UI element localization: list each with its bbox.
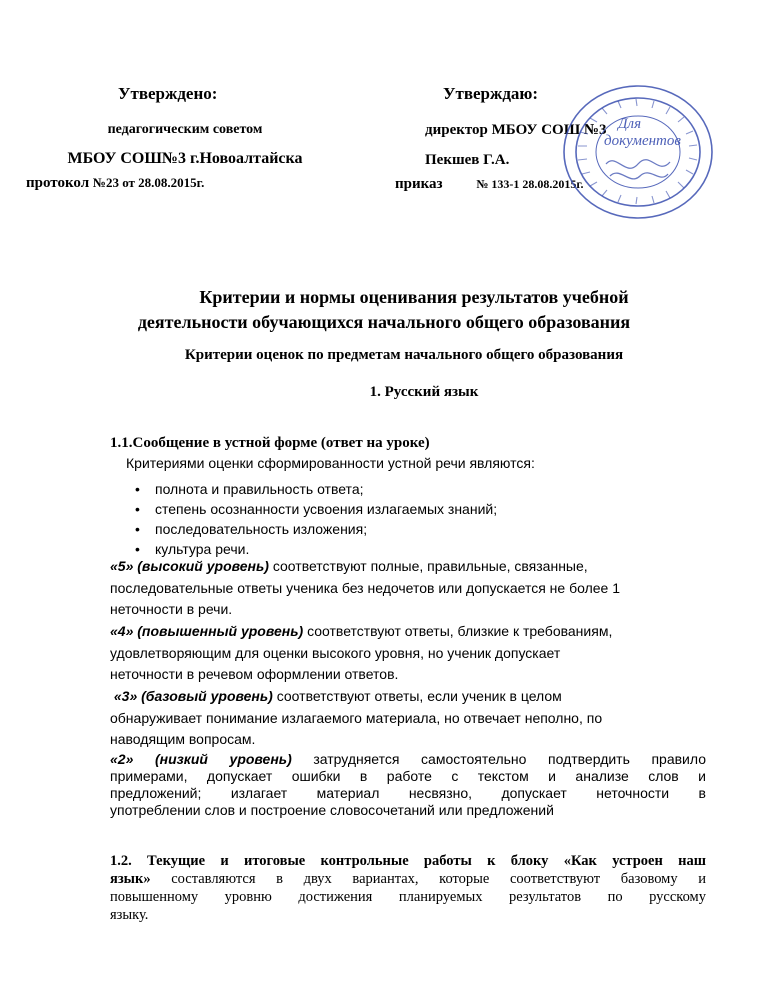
- criteria-list: [135, 479, 497, 559]
- grade-3-text: наводящим вопросам.: [110, 731, 256, 747]
- approved-by-council: педагогическим советом: [107, 122, 263, 137]
- grade-2-text: употреблении слов и построение словосочетаний или предложений: [110, 802, 554, 818]
- section-1-1-intro: Критериями оценки сформированности устной речи являются:: [126, 455, 535, 471]
- document-title-line-1: Критерии и нормы оценивания результатов учебной: [199, 287, 629, 307]
- grade-2-text: предложений; излагает материал несвязно, допускает неточности в: [110, 785, 706, 801]
- grade-4-label: «4» (повышенный уровень): [110, 623, 304, 639]
- section-1-2-text: составляются в двух вариантах, которые соответствуют базовому и: [150, 871, 706, 887]
- approve-title: Утверждаю:: [443, 84, 539, 103]
- document-subtitle: Критерии оценок по предметам начального общего образования: [184, 347, 624, 363]
- grade-5-text: неточности в речи.: [110, 601, 233, 617]
- approved-title: Утверждено:: [118, 84, 218, 103]
- list-item: [135, 499, 497, 519]
- order-value: № 133-1 28.08.2015г.: [476, 177, 584, 191]
- section-1-2-heading: язык»: [110, 871, 151, 887]
- grade-3-text: соответствуют ответы, если ученик в целом: [272, 688, 562, 704]
- grade-2-text: затрудняется самостоятельно подтвердить правило: [291, 751, 706, 767]
- grade-3-text: обнаруживает понимание излагаемого материала, но отвечает неполно, по: [110, 709, 603, 726]
- section-1-2-paragraph: [110, 852, 706, 924]
- approved-school-name: МБОУ СОШ№3 г.Новоалтайска: [67, 150, 303, 167]
- grade-3-paragraph: [110, 686, 706, 751]
- list-item-text: последовательность изложения;: [155, 521, 368, 537]
- section-1-2-text: повышенному уровню достижения планируемых результатов по русскому: [110, 889, 706, 905]
- grade-5-paragraph: [110, 556, 706, 621]
- protocol-value: №23 от 28.08.2015г.: [92, 175, 205, 190]
- order-line: [395, 176, 583, 193]
- list-item: [135, 519, 497, 539]
- section-1-1-heading: 1.1.Сообщение в устной форме (ответ на уроке): [110, 435, 430, 451]
- grade-3-label: «3» (базовый уровень): [113, 688, 273, 704]
- bullet-icon: •: [135, 541, 140, 557]
- section-heading-russian: 1. Русский язык: [369, 384, 479, 400]
- bullet-icon: •: [135, 481, 140, 497]
- grade-4-text: неточности в речевом оформлении ответов.: [110, 666, 399, 682]
- list-item: [135, 479, 497, 499]
- section-1-2-text: языку.: [110, 907, 149, 923]
- grade-5-label: «5» (высокий уровень): [110, 558, 269, 574]
- bullet-icon: •: [135, 521, 140, 537]
- list-item-text: полнота и правильность ответа;: [155, 481, 364, 497]
- grade-5-text: соответствуют полные, правильные, связанные,: [268, 558, 588, 574]
- list-item-text: культура речи.: [155, 541, 250, 557]
- order-label: приказ: [395, 176, 443, 192]
- grade-4-text: соответствуют ответы, близкие к требованиям,: [303, 623, 613, 639]
- grade-4-paragraph: [110, 621, 706, 686]
- grade-5-text: последовательные ответы ученика без недочетов или допускается не более 1: [110, 579, 620, 596]
- grade-4-text: удовлетворяющим для оценки высокого уровня, но ученик допускает: [110, 644, 561, 661]
- approved-protocol: [26, 175, 204, 192]
- protocol-label: протокол: [26, 175, 90, 191]
- list-item-text: степень осознанности усвоения излагаемых знаний;: [155, 501, 498, 517]
- svg-text:Для: Для: [618, 116, 642, 132]
- school-seal-stamp: [560, 82, 720, 222]
- grade-2-label: «2» (низкий уровень): [110, 751, 292, 767]
- grade-2-text: примерами, допускает ошибки в работе с текстом и анализе слов и: [110, 768, 706, 784]
- bullet-icon: •: [135, 501, 140, 517]
- director-line: директор МБОУ СОШ №3: [425, 122, 607, 138]
- svg-text:документов: документов: [604, 133, 681, 149]
- grade-2-paragraph: [110, 751, 706, 819]
- document-title-line-2: деятельности обучающихся начального общего образования: [137, 312, 631, 332]
- director-name: Пекшев Г.А.: [425, 152, 510, 168]
- section-1-2-heading: 1.2. Текущие и итоговые контрольные работы к блоку «Как устроен наш: [110, 853, 706, 869]
